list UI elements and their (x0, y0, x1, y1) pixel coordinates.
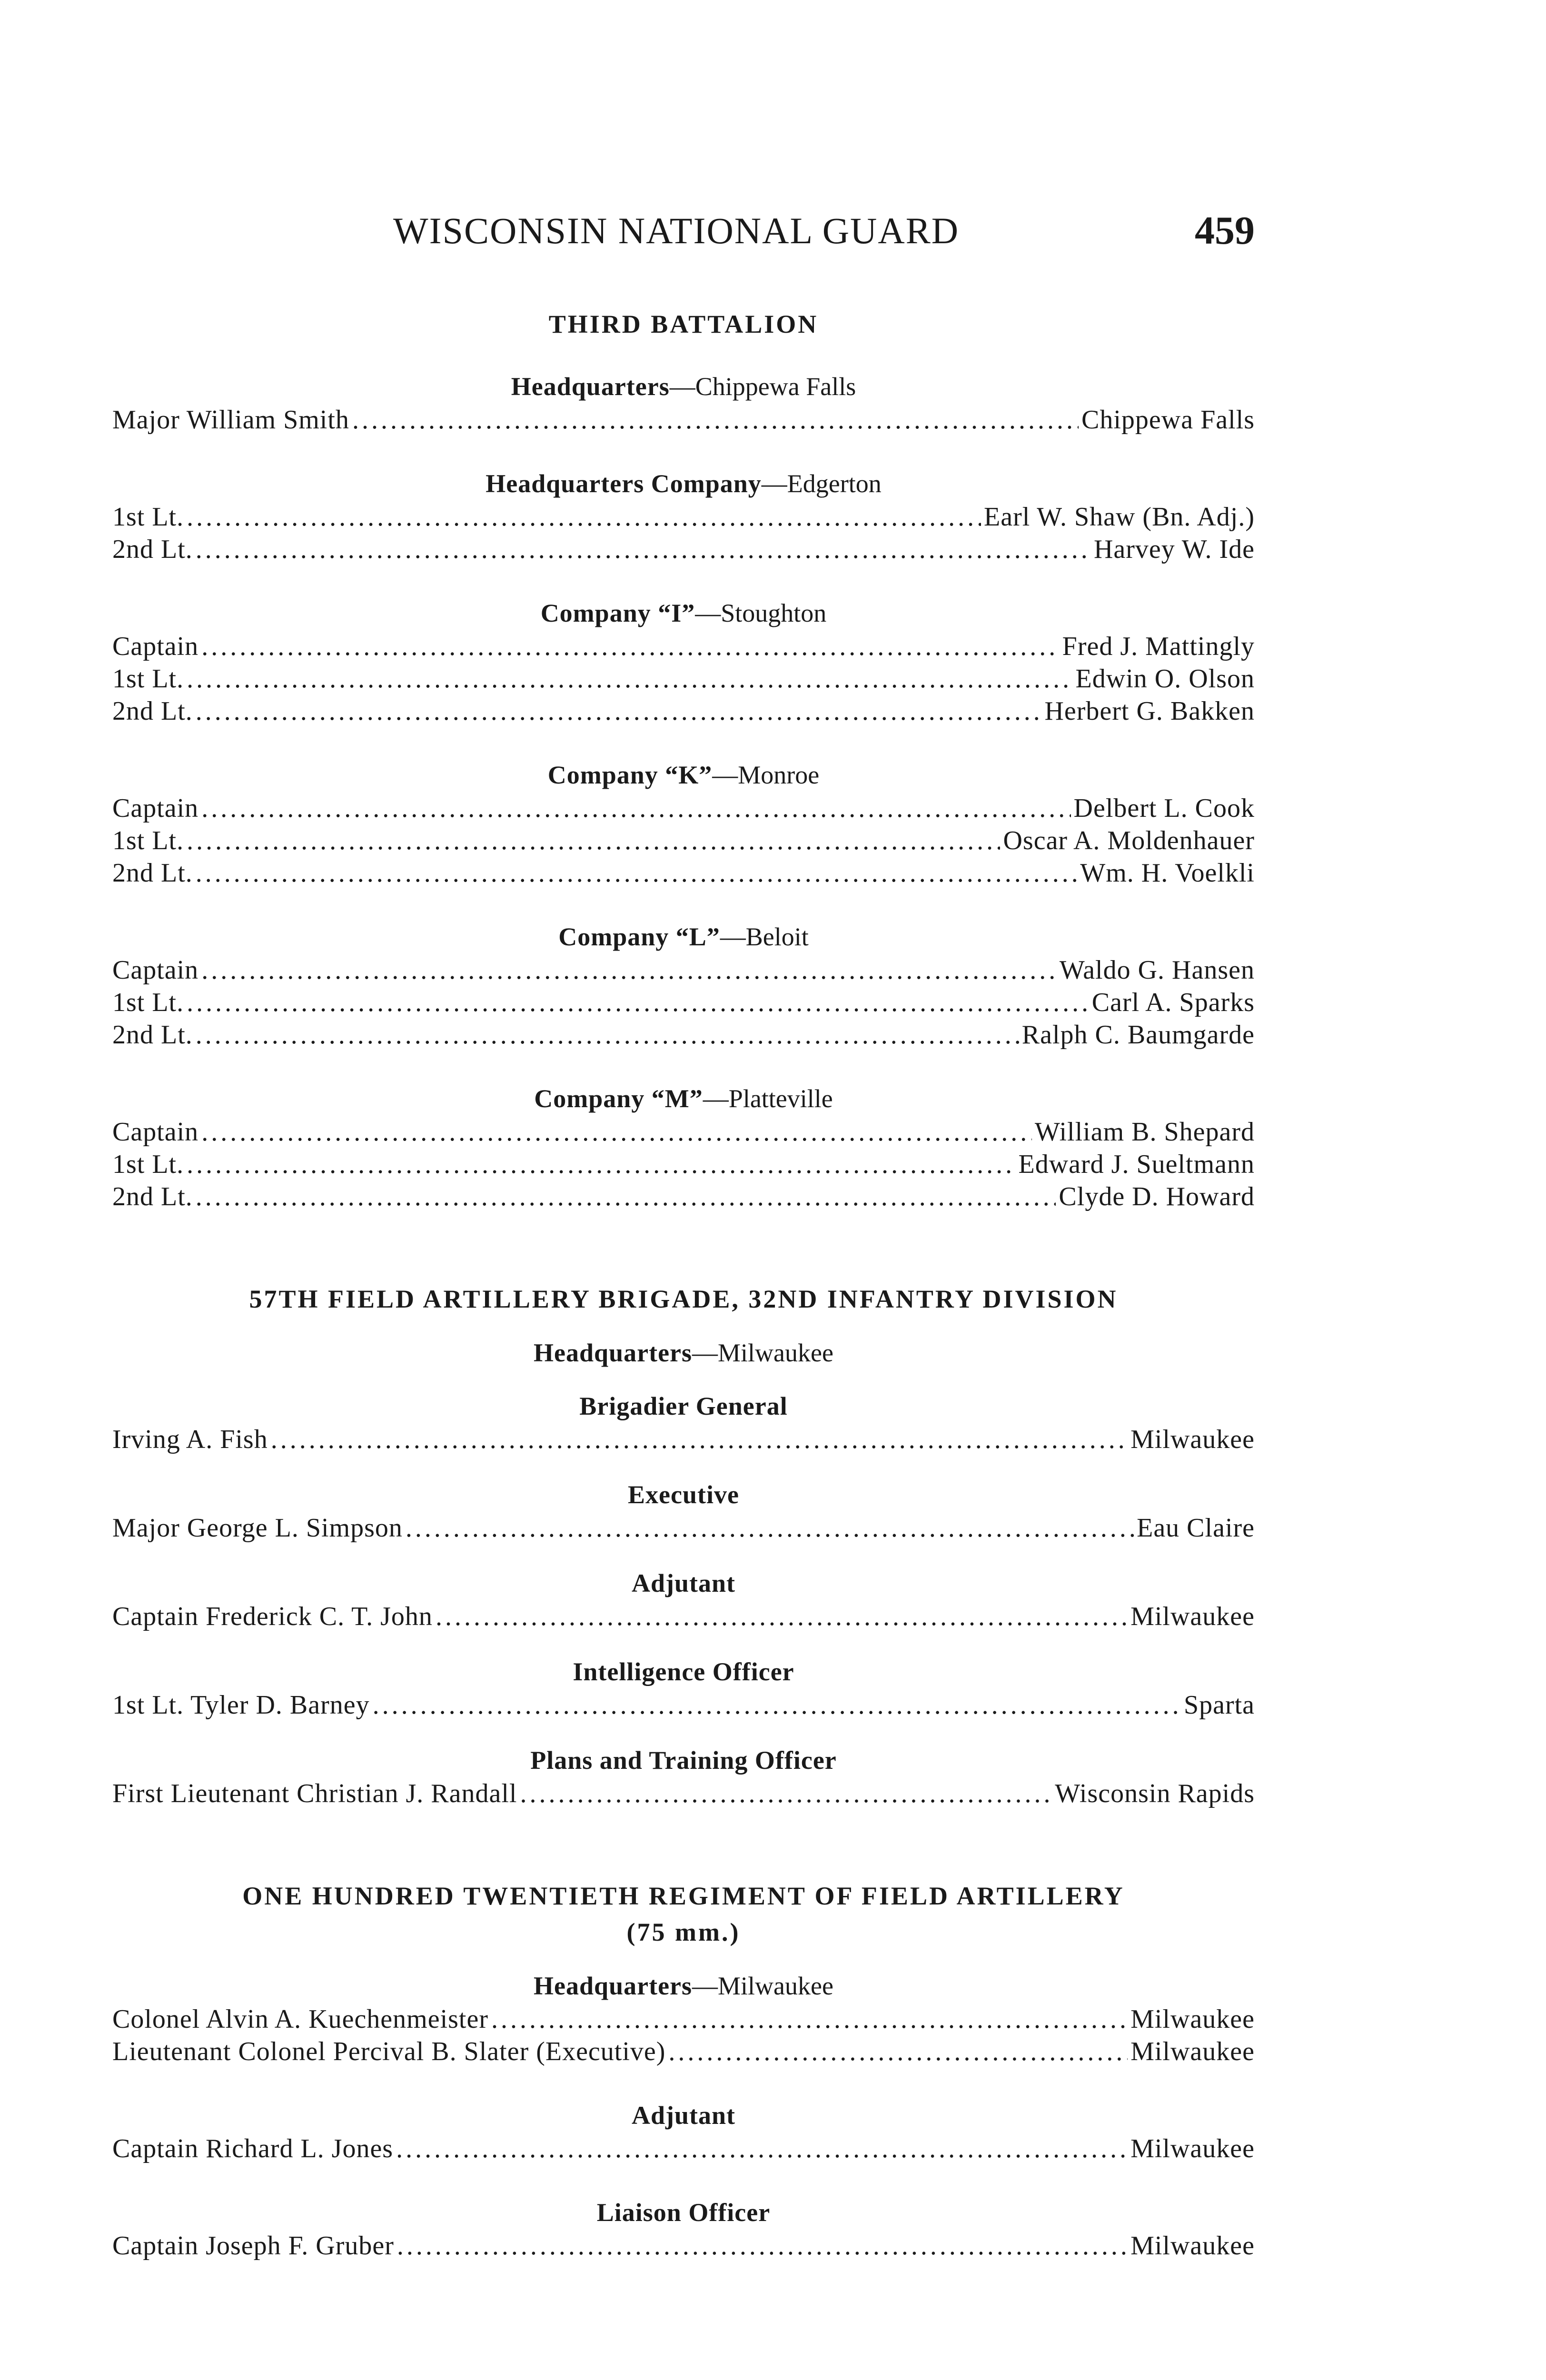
entry-rank: Captain (112, 955, 199, 985)
roster-entry (112, 2132, 1255, 2165)
entry-rank-name: First Lieutenant Christian J. Randall (112, 1779, 517, 1808)
dot-leader (201, 630, 1059, 663)
roster-entry (112, 986, 1255, 1019)
roster-entry (112, 1148, 1255, 1180)
entry-name: Edwin O. Olson (1075, 664, 1255, 694)
entry-name: Carl A. Sparks (1091, 988, 1255, 1017)
entry-location: Chippewa Falls (1081, 405, 1255, 435)
roster-entry (112, 1180, 1255, 1213)
entry-name: Edward J. Sueltmann (1018, 1150, 1255, 1179)
unit-label: Headquarters (511, 372, 670, 401)
entry-name: Herbert G. Bakken (1044, 696, 1255, 726)
roster-page (112, 209, 1255, 2262)
office-heading-executive (112, 1480, 1255, 1509)
roster-entry (112, 1116, 1255, 1148)
dot-leader (201, 954, 1057, 986)
dot-leader (201, 792, 1070, 824)
roster-entry (112, 2035, 1255, 2068)
unit-location: —Platteville (703, 1084, 833, 1113)
office-label: Executive (628, 1480, 739, 1509)
office-label: Adjutant (631, 1569, 736, 1597)
entry-name: Ralph C. Baumgarde (1021, 1020, 1255, 1050)
running-head (112, 209, 1255, 262)
entry-location: Milwaukee (1130, 1602, 1255, 1631)
office-label: Brigadier General (579, 1392, 788, 1420)
unit-label: Company “M” (534, 1084, 703, 1113)
entry-rank-name: Major William Smith (112, 405, 349, 435)
dot-leader (271, 1423, 1128, 1456)
entry-name: Oscar A. Moldenhauer (1003, 826, 1255, 855)
entry-rank: 1st Lt. (112, 826, 184, 855)
unit-heading-hq-company (112, 469, 1255, 498)
unit-location: —Chippewa Falls (669, 372, 856, 401)
office-label: Intelligence Officer (573, 1657, 794, 1686)
section-heading-brigade: 57TH FIELD ARTILLERY BRIGADE, 32ND INFANTRY DIVISION (249, 1285, 1118, 1313)
entry-rank: 1st Lt. (112, 502, 184, 532)
regiment-subtitle: (75 mm.) (626, 1918, 741, 1946)
section-heading-regiment (112, 1881, 1255, 1947)
dot-leader (196, 1019, 1019, 1051)
unit-label: Headquarters Company (486, 469, 762, 498)
roster-entry (112, 2003, 1255, 2035)
roster-list (112, 2132, 1255, 2165)
unit-label: Company “L” (558, 922, 720, 951)
office-heading-plans-training (112, 1746, 1255, 1775)
unit-location: —Milwaukee (692, 1972, 833, 2000)
dot-leader (491, 2003, 1128, 2035)
office-heading-intelligence (112, 1657, 1255, 1686)
entry-location: Milwaukee (1130, 2004, 1255, 2034)
entry-location: Milwaukee (1130, 2037, 1255, 2066)
roster-entry (112, 824, 1255, 857)
unit-heading-company-i (112, 599, 1255, 627)
roster-entry (112, 1512, 1255, 1544)
entry-name: Harvey W. Ide (1093, 535, 1255, 564)
dot-leader (196, 857, 1078, 889)
roster-list (112, 501, 1255, 565)
office-label: Plans and Training Officer (530, 1746, 837, 1775)
entry-rank: 2nd Lt. (112, 535, 193, 564)
unit-heading-company-k (112, 761, 1255, 789)
dot-leader (187, 501, 981, 533)
entry-rank: 2nd Lt. (112, 1182, 193, 1211)
entry-rank: Captain (112, 632, 199, 661)
roster-list (112, 1777, 1255, 1810)
dot-leader (196, 695, 1042, 727)
unit-heading-brigade-hq (112, 1339, 1255, 1367)
unit-location: —Edgerton (761, 469, 882, 498)
entry-location: Eau Claire (1137, 1513, 1255, 1543)
roster-list (112, 404, 1255, 436)
page-number: 459 (1195, 208, 1255, 253)
roster-list (112, 1689, 1255, 1721)
office-heading-brigadier-general (112, 1392, 1255, 1420)
entry-rank-name: Colonel Alvin A. Kuechenmeister (112, 2004, 488, 2034)
roster-list (112, 2003, 1255, 2068)
unit-heading-hq (112, 372, 1255, 401)
entry-rank: Captain (112, 793, 199, 823)
dot-leader (187, 824, 1000, 857)
roster-entry (112, 2230, 1255, 2262)
entry-location: Milwaukee (1130, 1425, 1255, 1454)
entry-location: Milwaukee (1130, 2231, 1255, 2261)
roster-entry (112, 954, 1255, 986)
dot-leader (668, 2035, 1128, 2068)
entry-name: Clyde D. Howard (1059, 1182, 1255, 1211)
roster-list (112, 1116, 1255, 1213)
unit-heading-regiment-hq (112, 1972, 1255, 2000)
dot-leader (396, 2132, 1128, 2165)
dot-leader (406, 1512, 1134, 1544)
entry-name: Wm. H. Voelkli (1080, 858, 1255, 888)
roster-entry (112, 695, 1255, 727)
running-title: WISCONSIN NATIONAL GUARD (393, 210, 960, 251)
entry-location: Milwaukee (1130, 2134, 1255, 2163)
entry-rank: 2nd Lt. (112, 1020, 193, 1050)
entry-rank-name: Irving A. Fish (112, 1425, 268, 1454)
unit-location: —Beloit (720, 922, 809, 951)
unit-label: Company “K” (547, 761, 713, 789)
entry-name: Delbert L. Cook (1073, 793, 1255, 823)
roster-entry (112, 663, 1255, 695)
entry-location: Wisconsin Rapids (1055, 1779, 1255, 1808)
entry-rank-name: 1st Lt. Tyler D. Barney (112, 1690, 370, 1720)
entry-rank-name: Major George L. Simpson (112, 1513, 403, 1543)
roster-list (112, 1512, 1255, 1544)
entry-rank: 1st Lt. (112, 664, 184, 694)
dot-leader (201, 1116, 1032, 1148)
entry-rank: 1st Lt. (112, 988, 184, 1017)
section-heading-third-battalion: THIRD BATTALION (548, 310, 819, 338)
entry-rank-name: Captain Richard L. Jones (112, 2134, 394, 2163)
unit-heading-company-l (112, 922, 1255, 951)
roster-entry (112, 630, 1255, 663)
office-label: Adjutant (631, 2101, 736, 2130)
roster-entry (112, 501, 1255, 533)
dot-leader (187, 986, 1089, 1019)
roster-entry (112, 404, 1255, 436)
entry-rank: 2nd Lt. (112, 696, 193, 726)
roster-entry (112, 533, 1255, 565)
dot-leader (196, 533, 1091, 565)
roster-entry (112, 857, 1255, 889)
entry-location: Sparta (1183, 1690, 1255, 1720)
roster-entry (112, 1777, 1255, 1810)
roster-entry (112, 792, 1255, 824)
roster-list (112, 630, 1255, 727)
unit-location: —Monroe (712, 761, 820, 789)
roster-list (112, 792, 1255, 889)
unit-label: Company “I” (540, 599, 695, 627)
roster-list (112, 1600, 1255, 1633)
entry-rank: 2nd Lt. (112, 858, 193, 888)
roster-list (112, 2230, 1255, 2262)
dot-leader (373, 1689, 1181, 1721)
entry-name: Waldo G. Hansen (1059, 955, 1255, 985)
roster-entry (112, 1600, 1255, 1633)
office-heading-liaison (112, 2198, 1255, 2227)
roster-list (112, 1423, 1255, 1456)
entry-name: Fred J. Mattingly (1062, 632, 1255, 661)
entry-rank-name: Captain Frederick C. T. John (112, 1602, 433, 1631)
unit-heading-company-m (112, 1084, 1255, 1113)
dot-leader (196, 1180, 1056, 1213)
dot-leader (187, 663, 1072, 695)
entry-name: Earl W. Shaw (Bn. Adj.) (984, 502, 1255, 532)
roster-entry (112, 1423, 1255, 1456)
entry-rank-name: Lieutenant Colonel Percival B. Slater (Executive) (112, 2037, 666, 2066)
office-label: Liaison Officer (596, 2198, 771, 2227)
office-heading-regiment-adjutant (112, 2101, 1255, 2130)
dot-leader (520, 1777, 1052, 1810)
entry-rank-name: Captain Joseph F. Gruber (112, 2231, 394, 2261)
entry-rank: 1st Lt. (112, 1150, 184, 1179)
unit-label: Headquarters (534, 1339, 693, 1367)
regiment-title: ONE HUNDRED TWENTIETH REGIMENT OF FIELD ARTILLERY (242, 1882, 1125, 1910)
entry-rank: Captain (112, 1117, 199, 1147)
unit-location: —Milwaukee (692, 1339, 833, 1367)
office-heading-adjutant (112, 1569, 1255, 1597)
dot-leader (436, 1600, 1128, 1633)
unit-label: Headquarters (534, 1972, 693, 2000)
dot-leader (397, 2230, 1128, 2262)
dot-leader (187, 1148, 1015, 1180)
unit-location: —Stoughton (695, 599, 827, 627)
roster-entry (112, 1689, 1255, 1721)
roster-entry (112, 1019, 1255, 1051)
entry-name: William B. Shepard (1034, 1117, 1255, 1147)
dot-leader (352, 404, 1079, 436)
roster-list (112, 954, 1255, 1051)
